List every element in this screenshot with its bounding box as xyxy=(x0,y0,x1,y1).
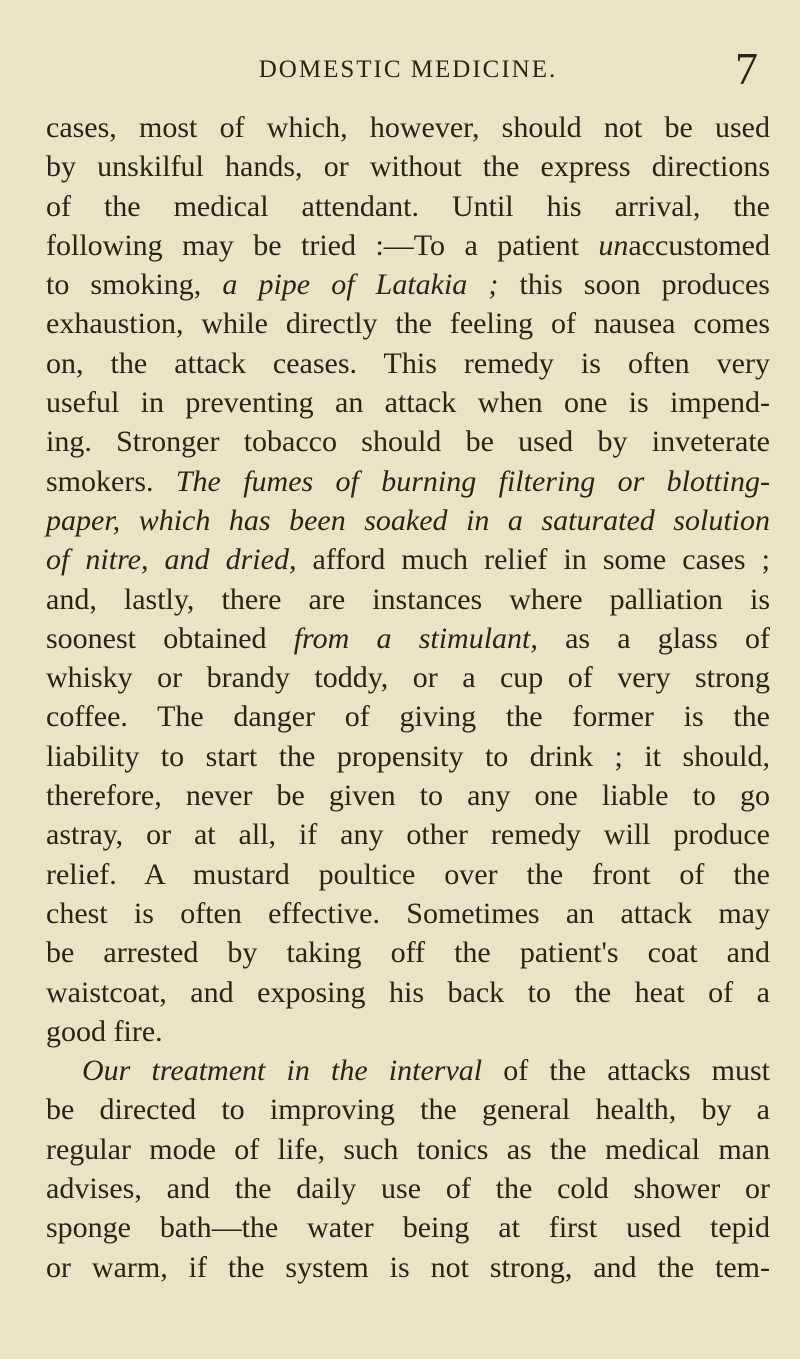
text-line xyxy=(46,619,770,658)
text-segment: regular mode of life, such tonics as the medical man xyxy=(46,1132,770,1166)
text-line xyxy=(46,1051,770,1090)
text-segment: as a glass of xyxy=(537,621,770,655)
text-segment: liability to start the propensity to drink ; it should, xyxy=(46,739,770,773)
page-number: 7 xyxy=(735,43,758,94)
text-segment: chest is often effective. Sometimes an attack may xyxy=(46,896,770,930)
text-line xyxy=(46,265,770,304)
text-line xyxy=(46,933,770,972)
text-line xyxy=(46,422,770,461)
text-line xyxy=(46,1208,770,1247)
text-line xyxy=(46,855,770,894)
italic-text: paper, which has been soaked in a saturated solution xyxy=(46,503,770,537)
text-segment: soonest obtained xyxy=(46,621,294,655)
text-line xyxy=(46,776,770,815)
text-segment: and, lastly, there are instances where palliation is xyxy=(46,582,770,616)
text-line xyxy=(46,226,770,265)
text-line xyxy=(46,697,770,736)
text-line xyxy=(46,344,770,383)
text-segment: waistcoat, and exposing his back to the heat of a xyxy=(46,975,770,1009)
text-segment: afford much relief in some cases ; xyxy=(296,543,770,577)
text-segment: cases, most of which, however, should not be used xyxy=(46,111,770,144)
text-line xyxy=(46,108,770,147)
italic-text: a pipe of Latakia ; xyxy=(222,268,499,302)
text-line xyxy=(46,501,770,540)
text-segment: sponge bath—the water being at first used tepid xyxy=(46,1211,770,1245)
text-segment: on, the attack ceases. This remedy is often very xyxy=(46,346,770,380)
text-line xyxy=(46,973,770,1012)
text-segment: useful in preventing an attack when one is impend- xyxy=(46,386,770,420)
text-line xyxy=(46,1248,770,1287)
body-text xyxy=(46,108,770,1287)
running-head: DOMESTIC MEDICINE. xyxy=(258,56,558,83)
text-segment: this soon produces xyxy=(498,268,770,302)
italic-text: of nitre, and dried, xyxy=(46,543,297,577)
italic-text: Our treatment in the interval xyxy=(82,1054,483,1088)
text-line xyxy=(46,1012,770,1051)
text-segment: relief. A mustard poultice over the front of the xyxy=(46,857,770,891)
text-line xyxy=(46,304,770,343)
text-line xyxy=(46,1169,770,1208)
text-line xyxy=(46,580,770,619)
text-segment: of the medical attendant. Until his arrival, the xyxy=(46,189,770,223)
page-header xyxy=(46,38,770,108)
text-segment: be directed to improving the general health, by a xyxy=(46,1093,770,1127)
text-segment: be arrested by taking off the patient's coat and xyxy=(46,936,770,970)
text-segment: advises, and the daily use of the cold shower or xyxy=(46,1172,770,1206)
text-segment: whisky or brandy toddy, or a cup of very strong xyxy=(46,661,770,695)
text-segment: smokers. xyxy=(46,464,176,498)
text-segment: by unskilful hands, or without the express directions xyxy=(46,150,770,184)
text-segment: accustomed xyxy=(628,228,770,262)
text-line xyxy=(46,147,770,186)
text-line xyxy=(46,1130,770,1169)
italic-text: un xyxy=(598,228,629,262)
text-segment: therefore, never be given to any one liable to go xyxy=(46,779,770,813)
text-segment: or warm, if the system is not strong, and the tem- xyxy=(46,1250,770,1284)
text-line xyxy=(46,737,770,776)
text-line xyxy=(46,383,770,422)
text-line xyxy=(46,540,770,579)
text-segment: coffee. The danger of giving the former is the xyxy=(46,700,770,734)
text-line xyxy=(46,1090,770,1129)
text-segment: of the attacks must xyxy=(482,1054,770,1088)
text-segment: astray, or at all, if any other remedy will produce xyxy=(46,818,770,852)
text-segment: good fire. xyxy=(46,1014,163,1048)
text-segment: following may be tried :—To a patient xyxy=(46,228,599,262)
italic-text: from a stimulant, xyxy=(293,621,538,655)
text-segment: to smoking, xyxy=(46,268,223,302)
italic-text: The fumes of burning filtering or blotting- xyxy=(175,464,770,498)
text-line xyxy=(46,462,770,501)
text-line xyxy=(46,894,770,933)
text-segment: ing. Stronger tobacco should be used by inveterate xyxy=(46,425,770,459)
text-line xyxy=(46,658,770,697)
text-segment: exhaustion, while directly the feeling of nausea comes xyxy=(46,307,770,341)
text-line xyxy=(46,815,770,854)
text-line xyxy=(46,187,770,226)
